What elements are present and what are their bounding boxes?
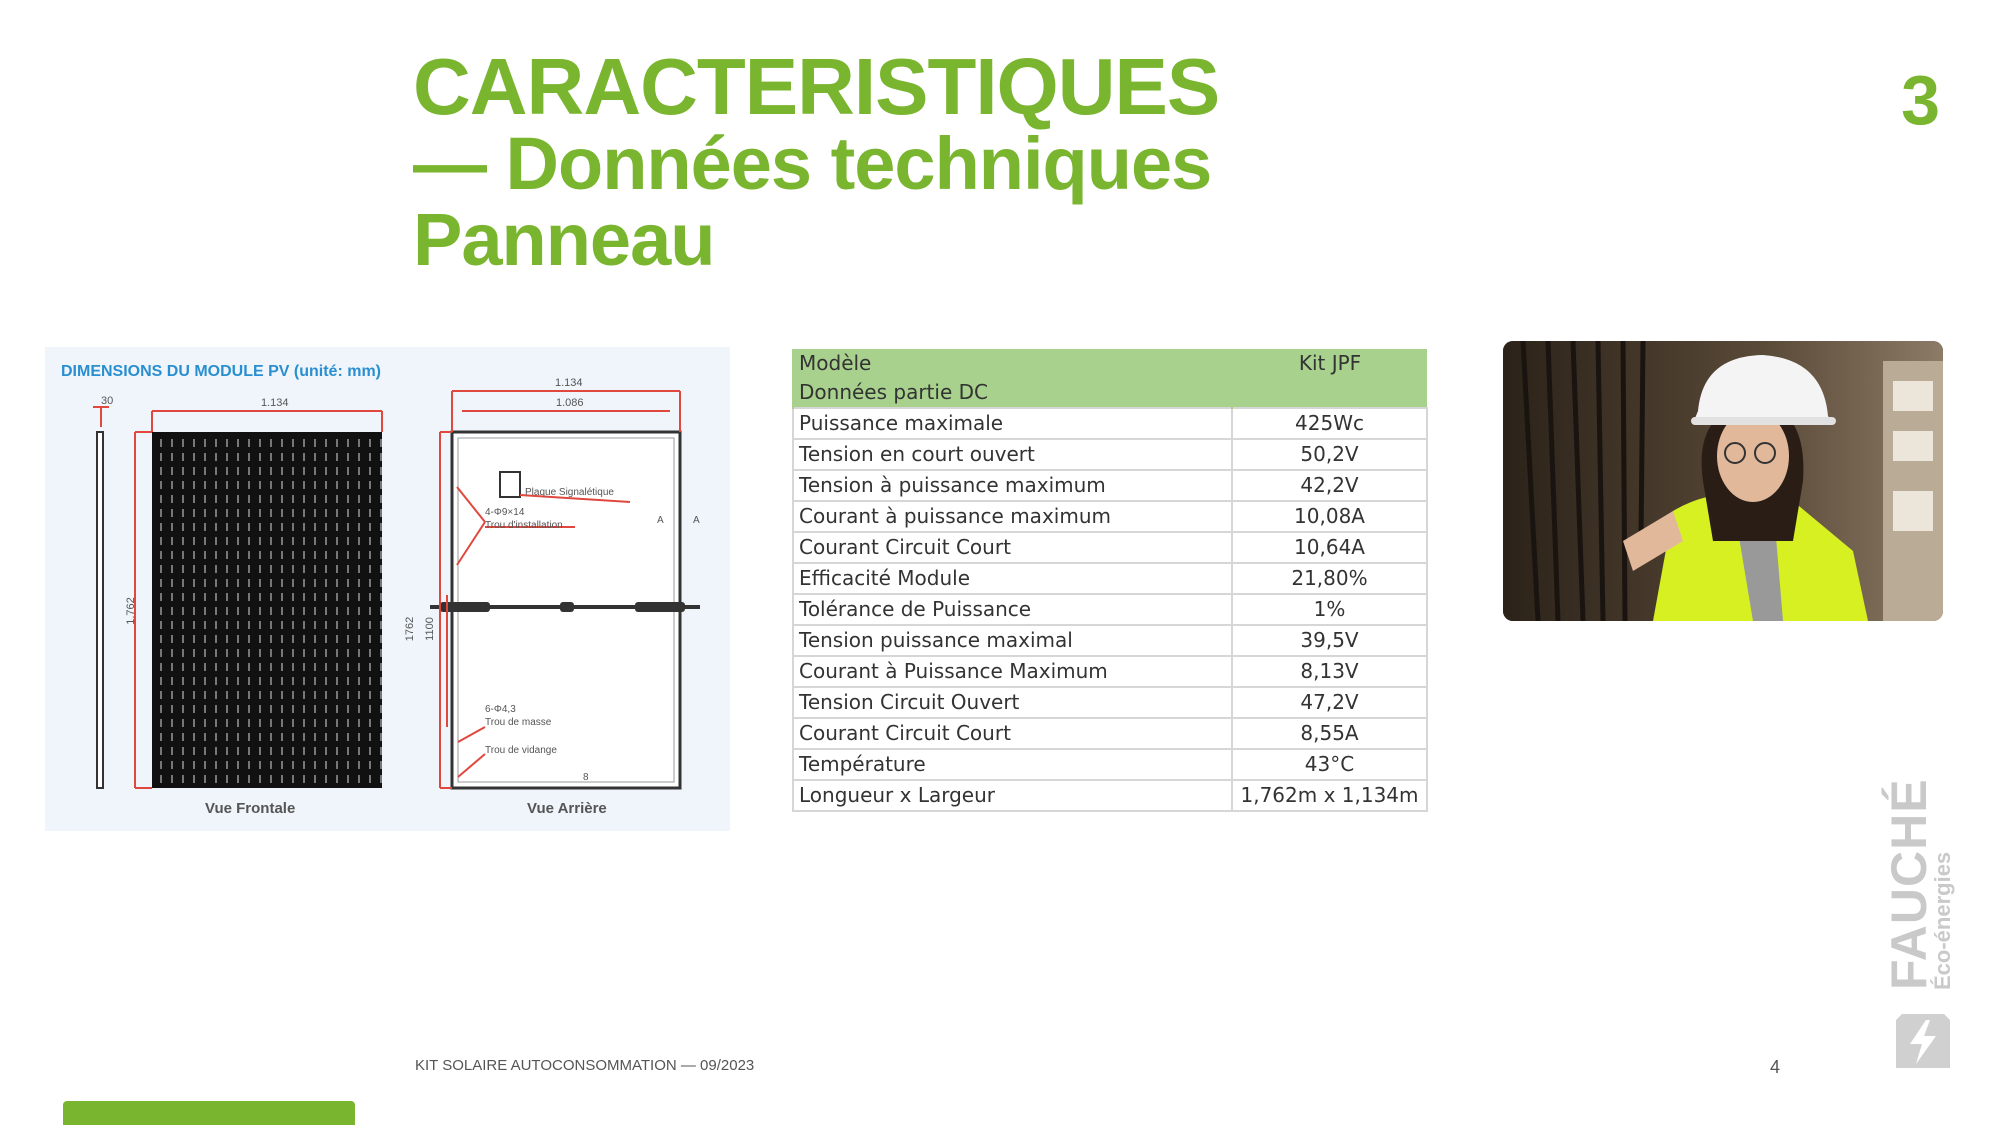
page-number: 4 xyxy=(1770,1057,1781,1077)
logo-brand: FAUCHÉ xyxy=(1881,778,1937,990)
title-line-2: — Données techniques xyxy=(413,122,1212,205)
title-line-1: CARACTERISTIQUES xyxy=(413,42,1220,131)
dim-1762-back-label: 1762 xyxy=(404,616,417,642)
table-row xyxy=(793,470,1427,501)
nameplate xyxy=(500,472,520,497)
nameplate-label: Plaque Signalétique xyxy=(525,487,614,498)
table-row xyxy=(793,625,1427,656)
table-header-value: Kit JPF xyxy=(1232,349,1427,378)
table-header-value xyxy=(1232,378,1427,408)
dim-8-label: 8 xyxy=(583,772,589,783)
table-row xyxy=(793,656,1427,687)
spec-value: 10,64A xyxy=(1232,532,1427,563)
spec-label: Courant à Puissance Maximum xyxy=(793,656,1232,687)
spec-value: 43°C xyxy=(1232,749,1427,780)
spec-value: 50,2V xyxy=(1232,439,1427,470)
table-header-label: Données partie DC xyxy=(793,378,1232,408)
table-header-label: Modèle xyxy=(793,349,1232,378)
spec-label: Tension Circuit Ouvert xyxy=(793,687,1232,718)
lightning-bolt-icon xyxy=(1892,1010,1954,1072)
spec-value: 39,5V xyxy=(1232,625,1427,656)
technician-illustration xyxy=(1503,341,1943,621)
spec-label: Courant Circuit Court xyxy=(793,532,1232,563)
spec-value: 8,55A xyxy=(1232,718,1427,749)
side-profile xyxy=(97,432,103,788)
spec-value: 21,80% xyxy=(1232,563,1427,594)
fauche-logo xyxy=(1880,778,1960,1070)
spec-label: Puissance maximale xyxy=(793,408,1232,439)
spec-value: 425Wc xyxy=(1232,408,1427,439)
spec-label: Longueur x Largeur xyxy=(793,780,1232,811)
dim-1134-back-label: 1.134 xyxy=(555,377,583,389)
spec-value: 8,13V xyxy=(1232,656,1427,687)
front-view-label: Vue Frontale xyxy=(205,800,296,817)
dimension-drawing xyxy=(45,347,730,831)
slide-section-number: 3 xyxy=(1901,61,1940,139)
table-row xyxy=(793,408,1427,439)
slide-title xyxy=(413,42,1220,281)
ground-hole-spec-label: 6-Φ4,3 xyxy=(485,704,516,715)
section-a-left-label: A xyxy=(657,515,664,526)
spec-label: Tension en court ouvert xyxy=(793,439,1232,470)
table-row xyxy=(793,563,1427,594)
spec-label: Température xyxy=(793,749,1232,780)
technical-specs-table xyxy=(792,349,1428,812)
table-header-row xyxy=(793,378,1427,408)
pv-module-dimensions-diagram xyxy=(45,347,730,831)
back-view-label: Vue Arrière xyxy=(527,800,607,817)
table-header-row xyxy=(793,349,1427,378)
spec-value: 1,762m x 1,134m xyxy=(1232,780,1427,811)
spec-label: Tolérance de Puissance xyxy=(793,594,1232,625)
spec-value: 10,08A xyxy=(1232,501,1427,532)
dim-1100-label: 1100 xyxy=(423,617,436,641)
table-row xyxy=(793,780,1427,811)
spec-label: Efficacité Module xyxy=(793,563,1232,594)
diagram-title: DIMENSIONS DU MODULE PV (unité: mm) xyxy=(61,363,382,380)
spec-label: Tension à puissance maximum xyxy=(793,470,1232,501)
spec-value: 42,2V xyxy=(1232,470,1427,501)
logo-subtitle: Éco-énergies xyxy=(1930,851,1955,990)
table-row xyxy=(793,594,1427,625)
spec-label: Courant Circuit Court xyxy=(793,718,1232,749)
installation-hole-label: Trou d'installation xyxy=(485,520,563,531)
dim-30-label: 30 xyxy=(101,395,114,407)
dim-1086-label: 1.086 xyxy=(556,397,584,409)
section-a-right-label: A xyxy=(693,515,700,526)
table-row xyxy=(793,749,1427,780)
dim-1762-front-label: 1.762 xyxy=(124,597,137,625)
table-row xyxy=(793,439,1427,470)
spec-value: 47,2V xyxy=(1232,687,1427,718)
table-row xyxy=(793,532,1427,563)
spec-label: Tension puissance maximal xyxy=(793,625,1232,656)
spec-value: 1% xyxy=(1232,594,1427,625)
technician-photo xyxy=(1503,341,1943,621)
table-row xyxy=(793,687,1427,718)
spec-label: Courant à puissance maximum xyxy=(793,501,1232,532)
hole-spec-label: 4-Φ9×14 xyxy=(485,507,525,518)
dim-1134-front-label: 1.134 xyxy=(261,397,289,409)
footer-text: KIT SOLAIRE AUTOCONSOMMATION — 09/2023 xyxy=(415,1057,755,1074)
table-row xyxy=(793,718,1427,749)
ground-hole-label: Trou de masse xyxy=(485,717,552,728)
table-row xyxy=(793,501,1427,532)
drain-hole-label: Trou de vidange xyxy=(485,745,557,756)
accent-bar xyxy=(63,1101,355,1125)
title-line-3: Panneau xyxy=(413,198,715,281)
